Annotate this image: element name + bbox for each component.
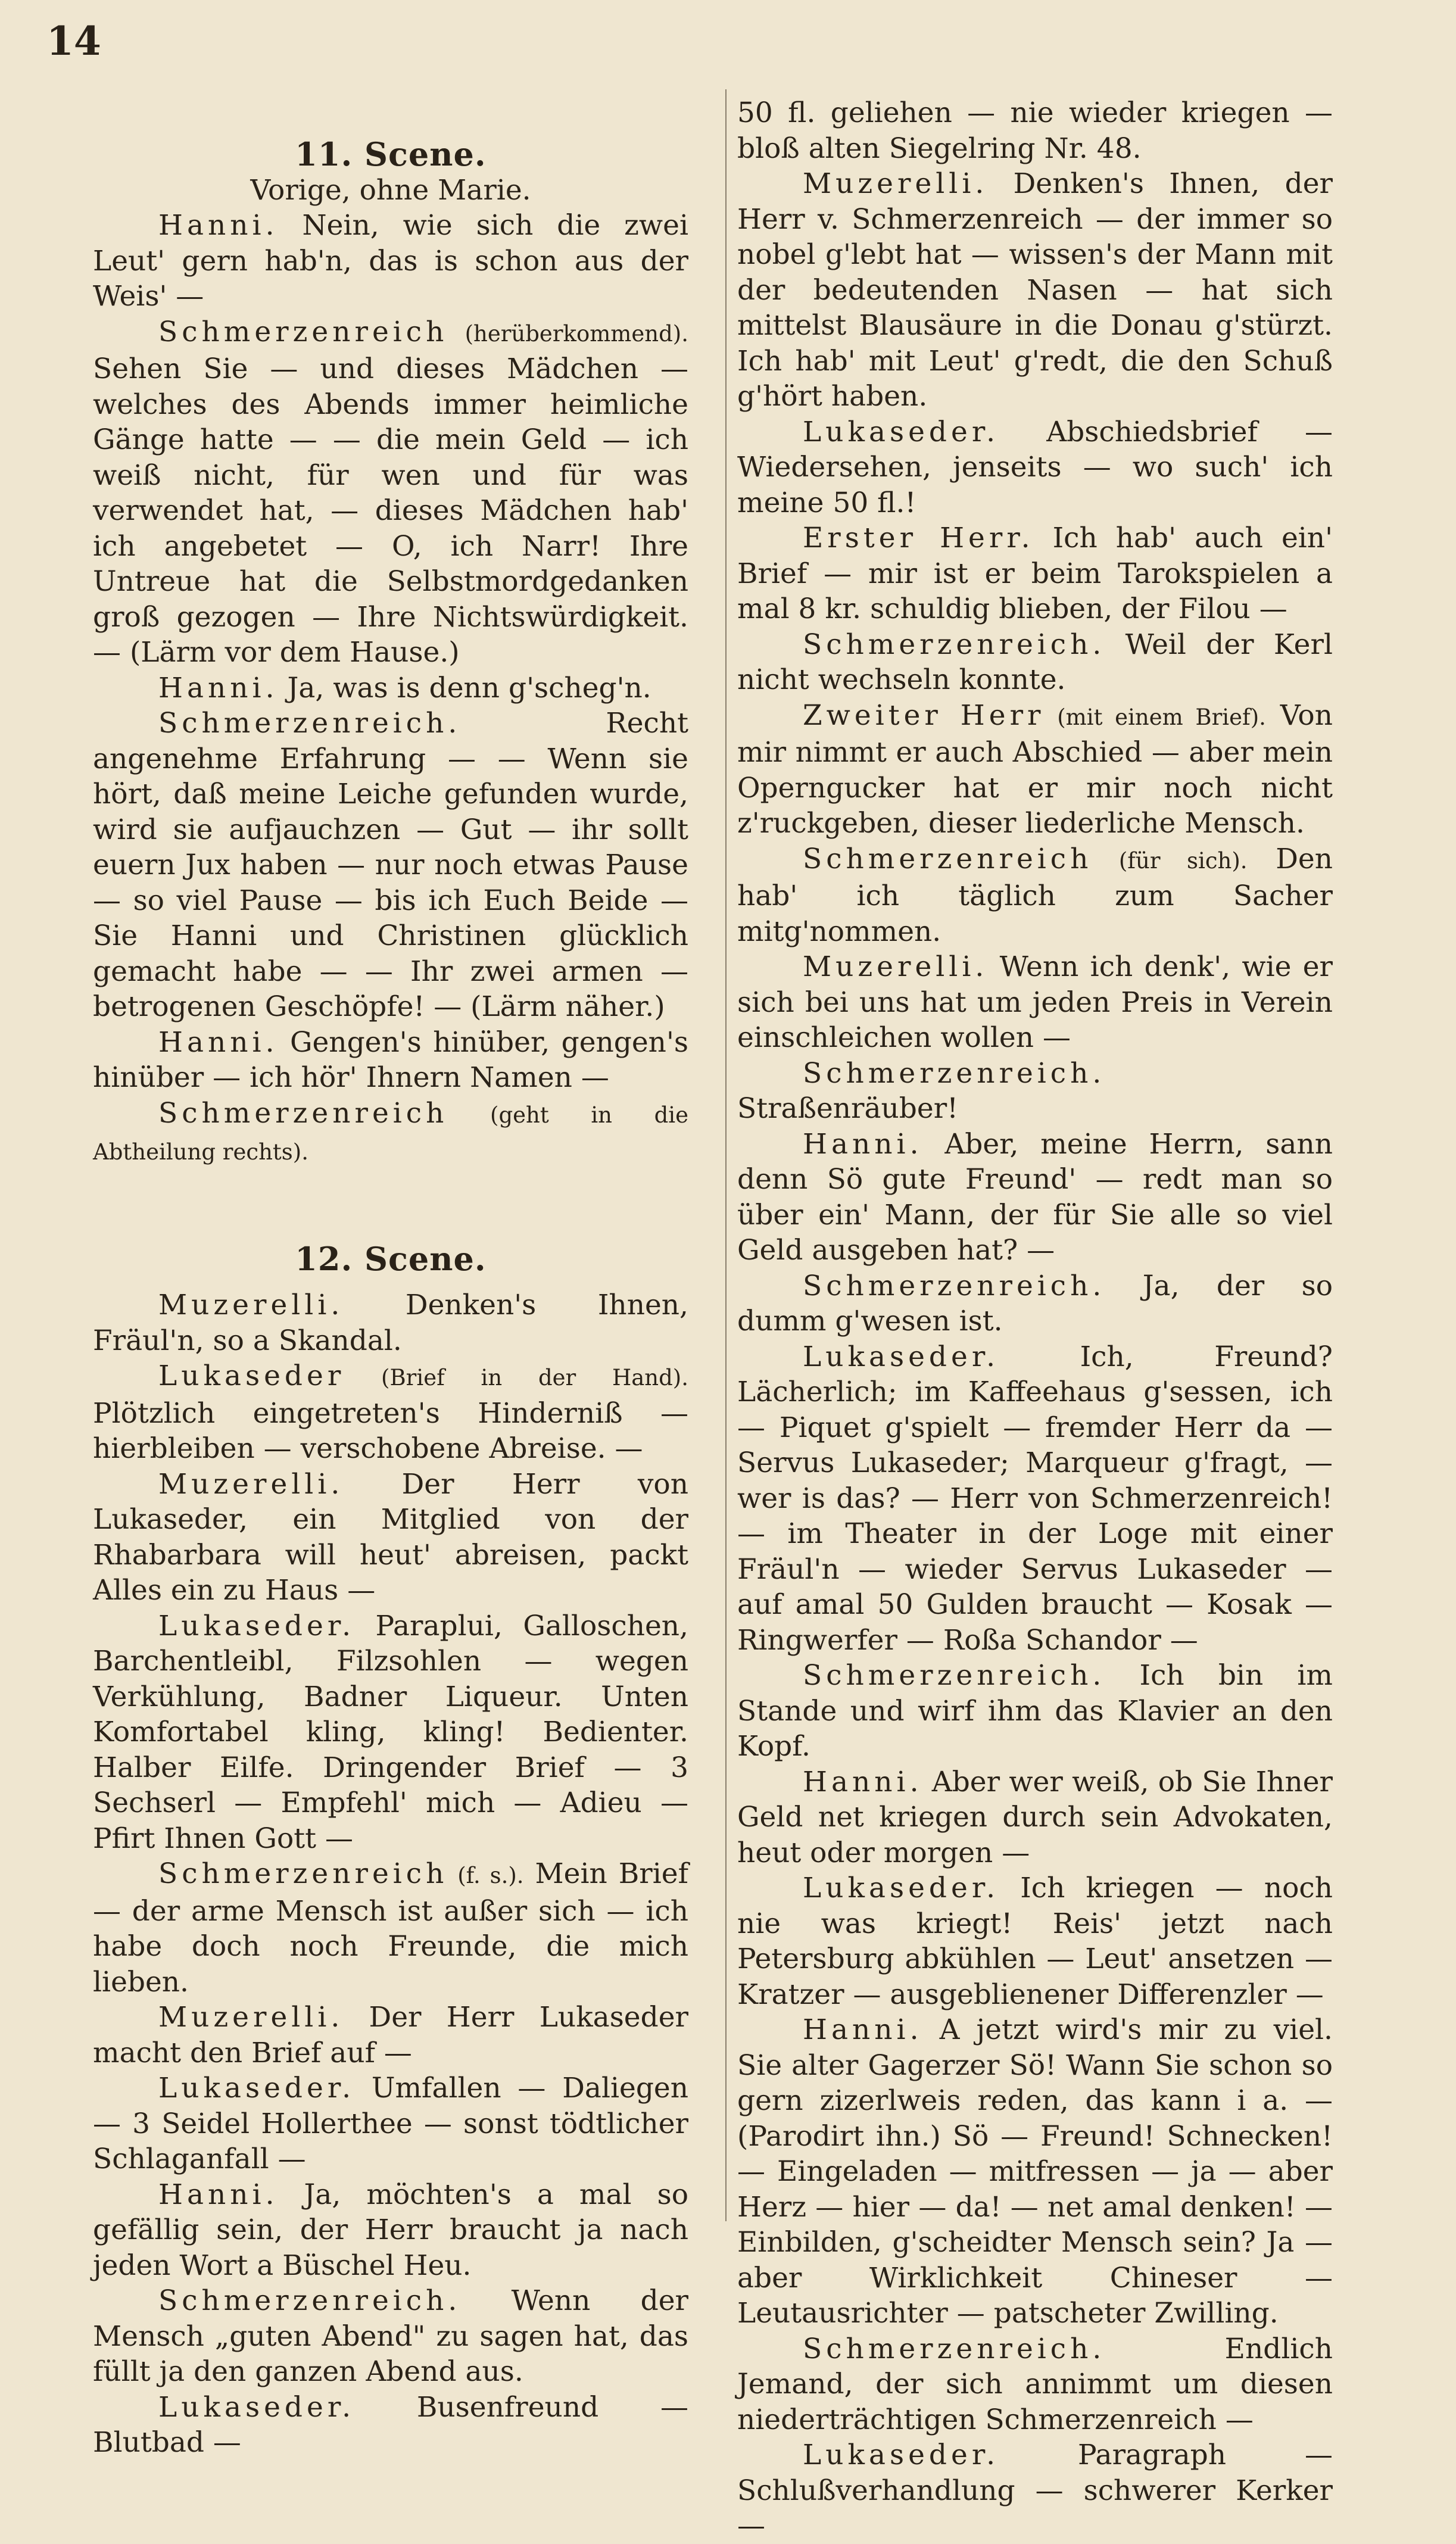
column-divider [725, 89, 727, 2221]
dialogue-line [93, 2000, 688, 2071]
dialogue-line [737, 166, 1333, 414]
speaker-name: Lukaseder. [803, 2439, 1000, 2471]
dialogue-text: Ja, was is denn g'scheg'n. [278, 671, 651, 704]
stage-direction: (für sich). [1092, 847, 1248, 874]
dialogue-text: Nein, wie sich die zwei Leut' gern hab'n, das is schon aus der Weis' — [93, 209, 688, 313]
dialogue-text: Ich, Freund? Lächerlich; im Kaffeehaus g'sessen, ich — Piquet g'spielt — fremder Herr da — Servus Lukaseder; Marqueur g'fragt, — wer is das? — Herr von Schmerzenreich! — im Theater in der Loge mit einer Fräul'n — wieder Servus Lukaseder — auf amal 50 Gulden braucht — Kosak — Ringwerfer — Roßa Schandor — [737, 1340, 1333, 1657]
dialogue-line [93, 2283, 688, 2390]
speaker-name: Schmerzenreich [158, 1857, 448, 1890]
scene-11-title: 11. Scene. [295, 135, 487, 173]
speaker-name: Hanni. [803, 2013, 923, 2046]
dialogue-text: Recht angenehme Erfahrung — — Wenn sie hört, daß meine Leiche gefunden wurde, wird sie aufjauchzen — Gut — ihr sollt euern Jux haben — nur noch etwas Pause — so viel Pause — bis ich Euch Beide — Sie Hanni und Christinen glücklich gemacht habe — — Ihr zwei armen — betrogenen Geschöpfe! — (Lärm näher.) [93, 707, 688, 1023]
dialogue-text: Umfallen — Daliegen — 3 Seidel Hollerthee — sonst tödtlicher Schlaganfall — [93, 2072, 688, 2175]
scene-11-lines [93, 208, 688, 1170]
scene-12-title: 12. Scene. [295, 1239, 487, 1278]
dialogue-line [93, 1025, 688, 1096]
stage-direction: (mit einem Brief). [1045, 704, 1266, 730]
dialogue-text: Ich kriegen — noch nie was kriegt! Reis' jetzt nach Petersburg abkühlen — Leut' ansetzen — Kratzer — ausgeblienener Differenzler — [737, 1872, 1333, 2011]
dialogue-text: Aber, meine Herrn, sann denn Sö gute Freund' — redt man so über ein' Mann, der für Sie alle so viel Geld ausgeben hat? — [737, 1127, 1333, 1267]
dialogue-line [737, 698, 1333, 841]
dialogue-line [93, 208, 688, 314]
dialogue-text: Abschiedsbrief — Wiedersehen, jenseits — wo such' ich meine 50 fl.! [737, 415, 1333, 519]
dialogue-line [737, 1268, 1333, 1339]
speaker-name: Hanni. [158, 671, 279, 704]
dialogue-line [93, 1358, 688, 1467]
speaker-name: Zweiter Herr [803, 699, 1045, 732]
stage-direction: (Brief in der Hand). [345, 1365, 688, 1391]
speaker-name: Schmerzenreich. [803, 1056, 1106, 1090]
stage-direction: (f. s.). [448, 1863, 524, 1888]
dialogue-line [93, 671, 688, 706]
dialogue-line [737, 95, 1333, 166]
dialogue-line [737, 1339, 1333, 1658]
dialogue-text: Der Herr Lukaseder macht den Brief auf — [93, 2001, 688, 2069]
speaker-name: Lukaseder. [803, 415, 1000, 448]
dialogue-line [93, 2390, 688, 2461]
dialogue-text: Wenn der Mensch „guten Abend" zu sagen hat, das füllt ja den ganzen Abend aus. [93, 2284, 688, 2388]
dialogue-text: Paragraph — Schlußverhandlung — schwerer Kerker — [737, 2439, 1333, 2542]
dialogue-line [737, 1870, 1333, 2012]
dialogue-line [93, 1096, 688, 1170]
dialogue-line [93, 1467, 688, 1608]
dialogue-line [737, 949, 1333, 1056]
speaker-name: Hanni. [158, 2178, 279, 2211]
speaker-name: Lukaseder. [158, 2072, 356, 2105]
dialogue-text: Weil der Kerl nicht wechseln konnte. [737, 628, 1333, 696]
dialogue-text: Ja, möchten's a mal so gefällig sein, der Herr braucht ja nach jeden Wort a Büschel Heu. [93, 2178, 688, 2282]
speaker-name: Muzerelli. [803, 950, 989, 983]
speaker-name: Hanni. [158, 1025, 279, 1059]
dialogue-text: Ich hab' auch ein' Brief — mir ist er beim Tarokspielen a mal 8 kr. schuldig blieben, der Filou — [737, 522, 1333, 625]
speaker-name: Hanni. [803, 1127, 923, 1161]
right-column-lines [737, 95, 1333, 2544]
speaker-name: Muzerelli. [158, 1289, 344, 1321]
left-column [93, 137, 688, 2461]
dialogue-line [737, 627, 1333, 698]
page-number: 14 [46, 18, 101, 64]
dialogue-line [93, 1287, 688, 1358]
dialogue-text: Busenfreund — Blutbad — [93, 2390, 688, 2459]
dialogue-text: Von mir nimmt er auch Abschied — aber mein Operngucker hat er mir noch nicht z'ruckgeben, dieser liederliche Mensch. [737, 699, 1333, 840]
dialogue-line [93, 2177, 688, 2284]
speaker-name: Lukaseder. [803, 1340, 1000, 1373]
speaker-name: Erster Herr. [803, 522, 1034, 554]
dialogue-text: Denken's Ihnen, der Herr v. Schmerzenreich — der immer so nobel g'lebt hat — wissen's der Mann mit der bedeutenden Nasen — hat sich mittelst Blausäure in die Donau g'stürzt. Ich hab' mit Leut' g'redt, die den Schuß g'hört haben. [737, 167, 1333, 413]
dialogue-text: 50 fl. geliehen — nie wieder kriegen — bloß alten Siegelring Nr. 48. [737, 96, 1333, 165]
dialogue-line [737, 1764, 1333, 1871]
speaker-name: Schmerzenreich [158, 315, 448, 348]
scene-12-lines [93, 1287, 688, 2461]
dialogue-line [737, 2437, 1333, 2544]
dialogue-line [93, 1608, 688, 1857]
speaker-name: Schmerzenreich. [158, 707, 462, 740]
speaker-name: Lukaseder [158, 1360, 345, 1392]
speaker-name: Schmerzenreich. [803, 1269, 1106, 1302]
speaker-name: Hanni. [158, 209, 279, 242]
dialogue-line [737, 2331, 1333, 2438]
dialogue-text: Plötzlich eingetreten's Hinderniß — hierbleiben — verschobene Abreise. — [93, 1396, 688, 1465]
speaker-name: Hanni. [803, 1765, 923, 1798]
dialogue-text: Den hab' ich täglich zum Sacher mitg'nommen. [737, 842, 1333, 948]
speaker-name: Schmerzenreich. [803, 1659, 1106, 1692]
speaker-name: Schmerzenreich. [158, 2284, 462, 2317]
dialogue-text: Der Herr von Lukaseder, ein Mitglied von der Rhabarbara will heut' abreisen, packt Alles ein zu Haus — [93, 1467, 688, 1607]
speaker-name: Lukaseder. [158, 1609, 356, 1642]
dialogue-text: Wenn ich denk', wie er sich bei uns hat um jeden Preis in Verein einschleichen wollen — [737, 950, 1333, 1054]
speaker-name: Muzerelli. [158, 1467, 344, 1501]
scene-11-stage-direction: Vorige, ohne Marie. [250, 173, 531, 207]
dialogue-text: Mein Brief — der arme Mensch ist außer sich — ich habe doch noch Freunde, die mich lieben. [93, 1857, 689, 1999]
dialogue-text: Endlich Jemand, der sich annimmt um diesen niederträchtigen Schmerzenreich — [737, 2332, 1333, 2436]
stage-direction: (herüberkommend). [448, 320, 688, 347]
dialogue-text: Paraplui, Galloschen, Barchentleibl, Filzsohlen — wegen Verkühlung, Badner Liqueur. Unten Komfortabel kling, kling! Bedienter. Halber Eilfe. Dringender Brief — 3 Sechserl — Empfehl' mich — Adieu — Pfirt Ihnen Gott — [93, 1609, 688, 1855]
dialogue-line [737, 1658, 1333, 1764]
dialogue-text: Sehen Sie — und dieses Mädchen — welches des Abends immer heimliche Gänge hatte — — die mein Geld — ich weiß nicht, für wen und für was verwendet hat, — dieses Mädchen hab' ich angebetet — O, ich Narr! Ihre Untreue hat die Selbstmordgedanken groß gezogen — Ihre Nichtswürdigkeit. — (Lärm vor dem Hause.) [93, 353, 688, 669]
speaker-name: Lukaseder. [158, 2390, 356, 2424]
dialogue-text: Ich bin im Stande und wirf ihm das Klavier an den Kopf. [737, 1659, 1333, 1763]
speaker-name: Schmerzenreich. [803, 2332, 1106, 2365]
dialogue-line [737, 841, 1333, 950]
dialogue-line [737, 2012, 1333, 2331]
speaker-name: Schmerzenreich [803, 842, 1093, 875]
right-column [737, 95, 1333, 2544]
speaker-name: Schmerzenreich. [803, 628, 1106, 661]
dialogue-text: Denken's Ihnen, Fräul'n, so a Skandal. [93, 1289, 688, 1357]
dialogue-line [93, 2071, 688, 2177]
speaker-name: Schmerzenreich [158, 1096, 448, 1130]
speaker-name: Lukaseder. [803, 1872, 1000, 1904]
dialogue-text: A jetzt wird's mir zu viel. Sie alter Gagerzer Sö! Wann Sie schon so gern zizerlweis reden, das kann i a. — (Parodirt ihn.) Sö — Freund! Schnecken! — Eingeladen — mitfressen — ja — aber Herz — hier — da! — net amal denken! — Einbilden, g'scheidter Mensch sein? Ja — aber Wirklichkeit Chineser — Leutausrichter — patscheter Zwilling. [737, 2013, 1333, 2330]
dialogue-text: Aber wer weiß, ob Sie Ihner Geld net kriegen durch sein Advokaten, heut oder morgen — [737, 1765, 1333, 1869]
dialogue-line [737, 414, 1333, 521]
dialogue-line [737, 520, 1333, 627]
speaker-name: Muzerelli. [158, 2001, 344, 2034]
dialogue-text: Straßenräuber! [737, 1092, 959, 1125]
dialogue-text: Ja, der so dumm g'wesen ist. [737, 1269, 1333, 1338]
dialogue-line [93, 706, 688, 1025]
dialogue-line [93, 1856, 688, 2000]
dialogue-line [737, 1127, 1333, 1268]
dialogue-line [737, 1056, 1333, 1127]
stage-direction: (geht in die Abtheilung rechts). [93, 1102, 688, 1165]
speaker-name: Muzerelli. [803, 167, 989, 200]
dialogue-text: Gengen's hinüber, gengen's hinüber — ich hör' Ihnern Namen — [93, 1025, 688, 1094]
dialogue-line [93, 314, 688, 671]
